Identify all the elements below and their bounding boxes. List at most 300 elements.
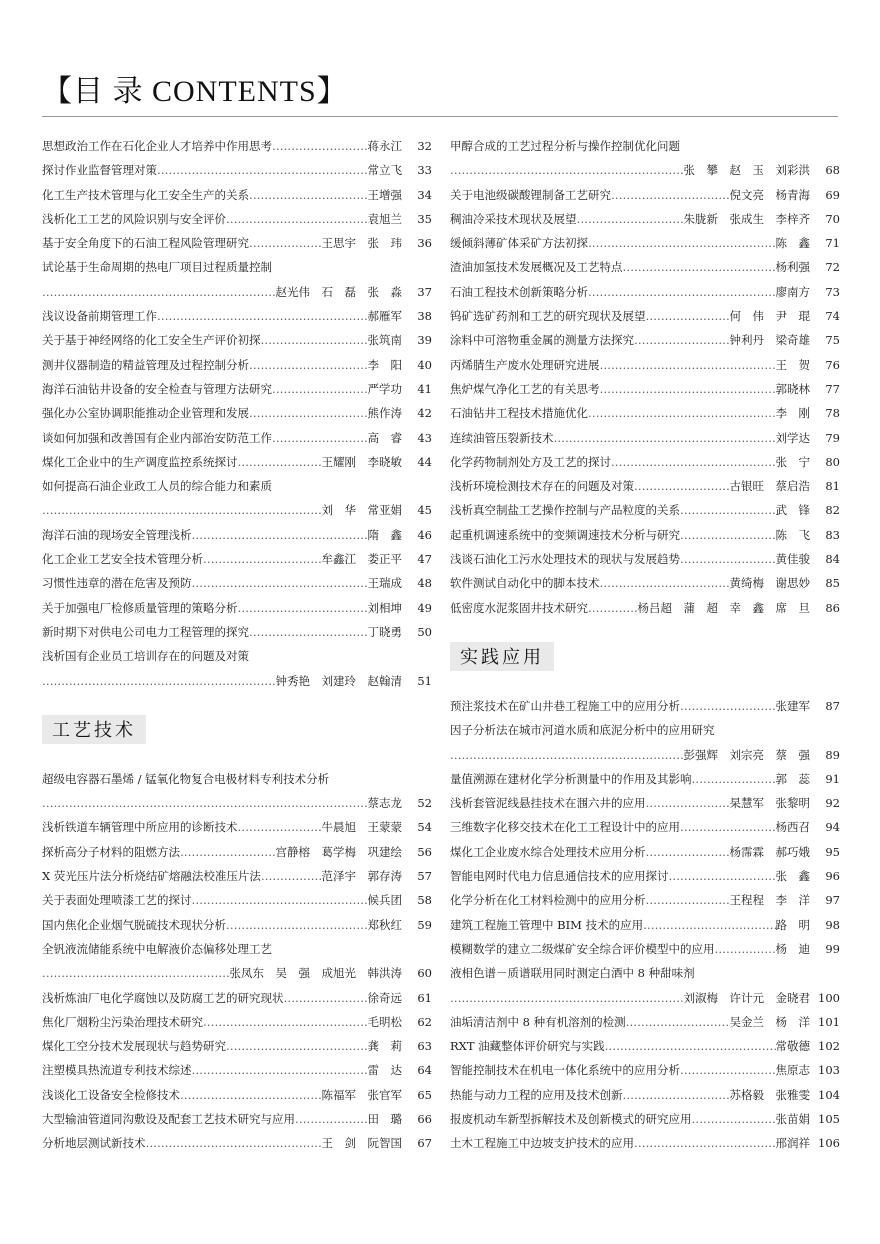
entry-page-number: 86 [825, 600, 840, 615]
entry-title: 软件测试自动化中的脚本技术 [450, 576, 600, 591]
entry-page-number: 61 [417, 990, 432, 1005]
entry-page-number: 91 [825, 771, 840, 786]
entry-title: 智能电网时代电力信息通信技术的应用探讨 [450, 869, 669, 884]
dot-leader [226, 1034, 368, 1058]
entry-title: 石油钻井工程技术措施优化 [450, 406, 588, 421]
toc-entry[interactable] [450, 743, 840, 767]
toc-entry[interactable] [42, 474, 432, 498]
dot-leader [226, 207, 368, 231]
entry-page-number: 92 [825, 796, 840, 811]
entry-page-number: 51 [417, 673, 432, 688]
entry-authors: 李 阳 [367, 357, 402, 372]
entry-authors: 刘相坤 [367, 600, 402, 615]
entry-authors: 苏格毅 张雅雯 [729, 1087, 810, 1102]
entry-authors: 龚 莉 [367, 1039, 402, 1054]
dot-leader [42, 498, 322, 522]
entry-authors: 常立飞 [367, 163, 402, 178]
entry-title: 煤化工企业中的生产调度监控系统探讨 [42, 454, 238, 469]
dot-leader [680, 523, 776, 547]
dot-leader [646, 304, 730, 328]
toc-entry[interactable] [42, 1034, 432, 1058]
entry-title: 海洋石油的现场安全管理浅析 [42, 527, 192, 542]
entry-authors: 熊作涛 [367, 406, 402, 421]
entry-authors: 路 明 [775, 917, 810, 932]
dot-leader [692, 767, 776, 791]
entry-title: 煤化工企业废水综合处理技术应用分析 [450, 844, 646, 859]
entry-authors: 张苗娟 [775, 1111, 810, 1126]
entry-authors: 张 攀 赵 玉 刘彩洪 [683, 163, 810, 178]
entry-title: 超级电容器石墨烯 / 锰氧化物复合电极材料专利技术分析 [42, 771, 330, 786]
entry-title: X 荧光压片法分析烧结矿熔融法校准压片法 [42, 869, 261, 884]
dot-leader [157, 158, 368, 182]
toc-entry[interactable] [450, 207, 840, 231]
entry-page-number: 95 [825, 844, 840, 859]
entry-title: 甲醇合成的工艺过程分析与操作控制优化问题 [450, 139, 680, 153]
entry-title: 量值溯源在建材化学分析测量中的作用及其影响 [450, 771, 692, 786]
toc-entry[interactable] [450, 596, 840, 620]
entry-authors: 杲慧军 张黎明 [729, 796, 810, 811]
section-title: 工艺技术 [42, 715, 146, 744]
entry-title: 浅析国有企业员工培训存在的问题及对策 [42, 649, 249, 664]
entry-page-number: 34 [417, 187, 432, 202]
entry-authors: 钟秀艳 刘建玲 赵翰清 [275, 673, 402, 688]
entry-authors: 蒋永江 [367, 139, 402, 153]
dot-leader [249, 401, 368, 425]
entry-page-number: 37 [417, 284, 432, 299]
dot-leader [249, 353, 368, 377]
toc-entry[interactable] [450, 353, 840, 377]
entry-authors: 吴金兰 杨 洋 [729, 1014, 810, 1029]
toc-entry[interactable] [42, 986, 432, 1010]
toc-entry[interactable] [42, 426, 432, 450]
toc-entry[interactable] [450, 183, 840, 207]
toc-entry[interactable] [450, 913, 840, 937]
entry-authors: 钟利丹 梁奇雄 [729, 333, 810, 348]
entry-authors: 黄佳骏 [775, 552, 810, 567]
entry-page-number: 44 [417, 454, 432, 469]
entry-page-number: 106 [818, 1136, 840, 1151]
toc-entry[interactable] [450, 255, 840, 279]
dot-leader [643, 913, 775, 937]
toc-entry[interactable] [42, 791, 432, 815]
entry-authors: 王 剑 阮智国 [321, 1136, 402, 1151]
dot-leader [577, 207, 684, 231]
toc-entry[interactable] [450, 280, 840, 304]
toc-entry[interactable] [42, 620, 432, 644]
dot-leader [192, 1058, 368, 1082]
entry-page-number: 63 [417, 1039, 432, 1054]
toc-entry[interactable] [450, 158, 840, 182]
toc-entry[interactable] [42, 280, 432, 304]
entry-page-number: 83 [825, 527, 840, 542]
entry-title: 关于电池级碳酸锂制备工艺研究 [450, 187, 611, 202]
section-header-process [42, 715, 432, 745]
toc-entry[interactable] [450, 426, 840, 450]
entry-page-number: 52 [417, 796, 432, 811]
entry-page-number: 99 [825, 941, 840, 956]
toc-entry[interactable] [42, 304, 432, 328]
dot-leader [680, 815, 776, 839]
dot-leader [42, 669, 276, 693]
dot-leader [249, 231, 322, 255]
dot-leader [157, 304, 368, 328]
entry-page-number: 46 [417, 527, 432, 542]
entry-authors: 彭强辉 刘宗亮 蔡 强 [683, 747, 810, 762]
toc-entry[interactable] [450, 134, 840, 158]
toc-entry[interactable] [450, 328, 840, 352]
entry-title: 化工生产技术管理与化工安全生产的关系 [42, 187, 249, 202]
entry-page-number: 43 [417, 430, 432, 445]
entry-title: 浅析炼油厂电化学腐蚀以及防腐工艺的研究现状 [42, 990, 284, 1005]
entry-authors: 隋 鑫 [367, 527, 402, 542]
dot-leader [554, 426, 776, 450]
toc-entry[interactable] [450, 1083, 840, 1107]
toc-entry[interactable] [450, 986, 840, 1010]
dot-leader [692, 1107, 776, 1131]
entry-title: 强化办公室协调职能推动企业管理和发展 [42, 406, 249, 421]
toc-entry[interactable] [42, 815, 432, 839]
toc-entry[interactable] [42, 498, 432, 522]
entry-authors: 蔡志龙 [367, 796, 402, 811]
toc-entry[interactable] [450, 304, 840, 328]
entry-page-number: 72 [825, 260, 840, 275]
entry-page-number: 96 [825, 869, 840, 884]
toc-entry[interactable] [42, 596, 432, 620]
toc-entry[interactable] [450, 523, 840, 547]
toc-entry[interactable] [42, 207, 432, 231]
toc-entry[interactable] [42, 134, 432, 158]
entry-title: 关于加强电厂检修质量管理的策略分析 [42, 600, 238, 615]
toc-entry[interactable] [450, 1107, 840, 1131]
entry-page-number: 57 [417, 869, 432, 884]
entry-page-number: 104 [818, 1087, 840, 1102]
dot-leader [680, 694, 776, 718]
entry-title: 浅谈化工设备安全检修技术 [42, 1087, 180, 1102]
entry-page-number: 89 [825, 747, 840, 762]
entry-page-number: 77 [825, 381, 840, 396]
entry-authors: 杨吕超 蒲 超 幸 鑫 席 旦 [637, 600, 810, 615]
toc-entry[interactable] [42, 1107, 432, 1131]
entry-title: 浅析套管泥线悬挂技术在涠六井的应用 [450, 796, 646, 811]
toc-entry[interactable] [450, 840, 840, 864]
entry-page-number: 74 [825, 309, 840, 324]
toc-entry[interactable] [450, 571, 840, 595]
entry-title: 稠油冷采技术现状及展望 [450, 211, 577, 226]
entry-page-number: 58 [417, 893, 432, 908]
toc-entry[interactable] [42, 864, 432, 888]
toc-entry[interactable] [450, 888, 840, 912]
toc-entry[interactable] [450, 961, 840, 985]
entry-authors: 毛明松 [367, 1014, 402, 1029]
dot-leader [249, 183, 368, 207]
entry-authors: 张 鑫 [775, 869, 810, 884]
entry-title: 预注浆技术在矿山井巷工程施工中的应用分析 [450, 698, 680, 713]
dot-leader [249, 620, 368, 644]
entry-title: 报废机动车新型拆解技术及创新模式的研究应用 [450, 1111, 692, 1126]
dot-leader [605, 1034, 776, 1058]
entry-page-number: 41 [417, 381, 432, 396]
dot-leader [588, 231, 776, 255]
entry-authors: 陈福军 张官军 [321, 1087, 402, 1102]
entry-authors: 王 贺 [775, 357, 810, 372]
toc-entry[interactable] [450, 450, 840, 474]
dot-leader [611, 450, 776, 474]
toc-entry[interactable] [450, 937, 840, 961]
toc-entry[interactable] [450, 231, 840, 255]
entry-page-number: 48 [417, 576, 432, 591]
entry-authors: 严学功 [367, 381, 402, 396]
entry-authors: 杨霈霖 郝巧娥 [729, 844, 810, 859]
entry-page-number: 75 [825, 333, 840, 348]
entry-title: 国内焦化企业烟气脱硫技术现状分析 [42, 917, 226, 932]
entry-authors: 陈 鑫 [775, 236, 810, 251]
entry-title: 新时期下对供电公司电力工程管理的探究 [42, 624, 249, 639]
entry-authors: 古银旺 蔡启浩 [729, 479, 810, 494]
entry-authors: 杨 迪 [775, 941, 810, 956]
entry-authors: 徐奇远 [367, 990, 402, 1005]
dot-leader [261, 864, 322, 888]
dot-leader [588, 596, 638, 620]
entry-title: 焦化厂烟粉尘污染治理技术研究 [42, 1014, 203, 1029]
entry-page-number: 80 [825, 454, 840, 469]
entry-title: 习惯性违章的潜在危害及预防 [42, 576, 192, 591]
dot-leader [272, 134, 368, 158]
left-column [42, 134, 432, 1156]
entry-page-number: 78 [825, 406, 840, 421]
dot-leader [669, 864, 776, 888]
right-group-technology [450, 134, 840, 620]
entry-page-number: 98 [825, 917, 840, 932]
toc-entry[interactable] [450, 864, 840, 888]
entry-title: 全钒液流储能系统中电解液价态偏移处理工艺 [42, 941, 272, 956]
toc-entry[interactable] [42, 328, 432, 352]
entry-title: 浅析化工工艺的风险识别与安全评价 [42, 211, 226, 226]
entry-title: 注塑模具热流道专利技术综述 [42, 1063, 192, 1078]
entry-page-number: 68 [825, 163, 840, 178]
toc-entry[interactable] [42, 571, 432, 595]
entry-title: 热能与动力工程的应用及技术创新 [450, 1087, 623, 1102]
dot-leader [192, 571, 368, 595]
entry-title: 渣油加氢技术发展概况及工艺特点 [450, 260, 623, 275]
toc-entry[interactable] [450, 815, 840, 839]
toc-entry[interactable] [450, 1010, 840, 1034]
entry-authors: 牟鑫江 娄正平 [321, 552, 402, 567]
entry-title: 海洋石油钻井设备的安全检查与管理方法研究 [42, 381, 272, 396]
entry-title: 大型输油管道同沟敷设及配套工艺技术研究与应用 [42, 1111, 295, 1126]
entry-page-number: 62 [417, 1014, 432, 1029]
toc-entry[interactable] [42, 450, 432, 474]
entry-page-number: 35 [417, 211, 432, 226]
toc-entry[interactable] [42, 1083, 432, 1107]
entry-title: 焦炉煤气净化工艺的有关思考 [450, 381, 600, 396]
entry-authors: 张 宁 [775, 454, 810, 469]
left-group-management [42, 134, 432, 693]
toc-entry[interactable] [42, 644, 432, 668]
dot-leader [42, 280, 276, 304]
toc-entry[interactable] [450, 694, 840, 718]
entry-page-number: 85 [825, 576, 840, 591]
entry-page-number: 76 [825, 357, 840, 372]
entry-title: 石油工程技术创新策略分析 [450, 284, 588, 299]
toc-entry[interactable] [42, 255, 432, 279]
toc-entry[interactable] [450, 401, 840, 425]
toc-entry[interactable] [42, 158, 432, 182]
entry-authors: 赵光伟 石 磊 张 淼 [275, 284, 402, 299]
toc-entry[interactable] [42, 937, 432, 961]
toc-entry[interactable] [42, 888, 432, 912]
entry-page-number: 47 [417, 552, 432, 567]
dot-leader [588, 401, 776, 425]
toc-entry[interactable] [42, 1058, 432, 1082]
entry-title: 煤化工空分技术发展现状与趋势研究 [42, 1039, 226, 1054]
toc-entry[interactable] [450, 1058, 840, 1082]
dot-leader [600, 377, 776, 401]
dot-leader [295, 1107, 368, 1131]
entry-authors: 范泽宇 郭存涛 [321, 869, 402, 884]
dot-leader [634, 328, 730, 352]
dot-leader [680, 498, 776, 522]
toc-entry[interactable] [42, 547, 432, 571]
entry-authors: 王瑞成 [367, 576, 402, 591]
toc-entry[interactable] [42, 183, 432, 207]
entry-authors: 倪文亮 杨青海 [729, 187, 810, 202]
entry-authors: 雷 达 [367, 1063, 402, 1078]
entry-title: 三维数字化移交技术在化工工程设计中的应用 [450, 820, 680, 835]
entry-page-number: 59 [417, 917, 432, 932]
entry-page-number: 32 [417, 139, 432, 153]
toc-entry[interactable] [450, 547, 840, 571]
toc-entry[interactable] [450, 791, 840, 815]
entry-authors: 候兵团 [367, 893, 402, 908]
dot-leader [623, 255, 776, 279]
right-group-practice [450, 694, 840, 1156]
entry-title: 谈如何加强和改善国有企业内部治安防范工作 [42, 430, 272, 445]
entry-authors: 郭晓林 [775, 381, 810, 396]
entry-page-number: 64 [417, 1063, 432, 1078]
entry-page-number: 101 [818, 1014, 840, 1029]
toc-entry[interactable] [42, 1131, 432, 1155]
entry-authors: 袁旭兰 [367, 211, 402, 226]
entry-page-number: 36 [417, 236, 432, 251]
dot-leader [203, 1010, 368, 1034]
toc-entry[interactable] [42, 401, 432, 425]
entry-authors: 张凤东 吴 强 成旭光 韩洪涛 [229, 966, 402, 981]
entry-authors: 何 伟 尹 琨 [729, 309, 810, 324]
dot-leader [238, 596, 368, 620]
entry-authors: 王增强 [367, 187, 402, 202]
entry-title: 连续油管压裂新技术 [450, 430, 554, 445]
section-header-practice [450, 642, 840, 672]
entry-page-number: 38 [417, 309, 432, 324]
dot-leader [203, 547, 322, 571]
entry-page-number: 42 [417, 406, 432, 421]
dot-leader [450, 986, 684, 1010]
dot-leader [272, 377, 368, 401]
toc-entry[interactable] [450, 718, 840, 742]
dot-leader [261, 328, 368, 352]
dot-leader [42, 961, 230, 985]
dot-leader [146, 1131, 322, 1155]
entry-authors: 张建军 [775, 698, 810, 713]
entry-page-number: 33 [417, 163, 432, 178]
entry-authors: 王程程 李 洋 [729, 893, 810, 908]
entry-title: 浅议设备前期管理工作 [42, 309, 157, 324]
entry-authors: 陈 飞 [775, 527, 810, 542]
entry-authors: 刘 华 常亚娟 [321, 503, 402, 518]
section-title: 实践应用 [450, 642, 554, 671]
toc-entry[interactable] [42, 840, 432, 864]
toc-entry[interactable] [450, 498, 840, 522]
toc-entry[interactable] [42, 231, 432, 255]
entry-title: 关于基于神经网络的化工安全生产评价初探 [42, 333, 261, 348]
entry-authors: 李 刚 [775, 406, 810, 421]
toc-entry[interactable] [42, 377, 432, 401]
entry-page-number: 45 [417, 503, 432, 518]
entry-title: 化学分析在化工材料检测中的应用分析 [450, 893, 646, 908]
dot-leader [611, 183, 730, 207]
dot-leader [226, 913, 368, 937]
entry-page-number: 70 [825, 211, 840, 226]
toc-entry[interactable] [450, 1131, 840, 1155]
entry-page-number: 60 [417, 966, 432, 981]
dot-leader [715, 937, 776, 961]
entry-page-number: 100 [818, 990, 840, 1005]
contents-header [42, 62, 838, 117]
dot-leader [42, 791, 368, 815]
toc-entry[interactable] [42, 353, 432, 377]
entry-authors: 田 璐 [367, 1111, 402, 1126]
entry-title: 化工企业工艺安全技术管理分析 [42, 552, 203, 567]
entry-authors: 常敬德 [775, 1039, 810, 1054]
contents-title: 【目 录 CONTENTS】 [42, 75, 348, 108]
entry-page-number: 49 [417, 600, 432, 615]
entry-title: 思想政治工作在石化企业人才培养中作用思考 [42, 139, 272, 153]
toc-entry[interactable] [42, 767, 432, 791]
entry-authors: 郝雁军 [367, 309, 402, 324]
toc-entry[interactable] [450, 377, 840, 401]
entry-page-number: 94 [825, 820, 840, 835]
toc-entry[interactable] [42, 523, 432, 547]
entry-page-number: 71 [825, 236, 840, 251]
dot-leader [600, 353, 776, 377]
entry-authors: 廖南方 [775, 284, 810, 299]
entry-title: RXT 油藏整体评价研究与实践 [450, 1039, 605, 1054]
entry-authors: 焦原志 [775, 1063, 810, 1078]
dot-leader [623, 1083, 730, 1107]
entry-title: 浅谈石油化工污水处理技术的现状与发展趋势 [450, 552, 680, 567]
toc-entry[interactable] [450, 1034, 840, 1058]
entry-authors: 牛晨旭 王蒙蒙 [321, 820, 402, 835]
dot-leader [634, 1131, 776, 1155]
toc-entry[interactable] [42, 961, 432, 985]
entry-title: 液相色谱－质谱联用同时测定白酒中 8 种甜味剂 [450, 966, 695, 981]
dot-leader [180, 1083, 322, 1107]
entry-title: 智能控制技术在机电一体化系统中的应用分析 [450, 1063, 680, 1078]
left-group-process [42, 767, 432, 1156]
toc-entry[interactable] [42, 1010, 432, 1034]
toc-entry[interactable] [42, 669, 432, 693]
entry-page-number: 65 [417, 1087, 432, 1102]
entry-page-number: 81 [825, 479, 840, 494]
dot-leader [588, 280, 776, 304]
entry-authors: 王耀刚 李晓敏 [321, 454, 402, 469]
entry-page-number: 67 [417, 1136, 432, 1151]
toc-entry[interactable] [450, 767, 840, 791]
dot-leader [646, 791, 730, 815]
toc-entry[interactable] [42, 913, 432, 937]
entry-title: 浅析环境检测技术存在的问题及对策 [450, 479, 634, 494]
toc-entry[interactable] [450, 474, 840, 498]
